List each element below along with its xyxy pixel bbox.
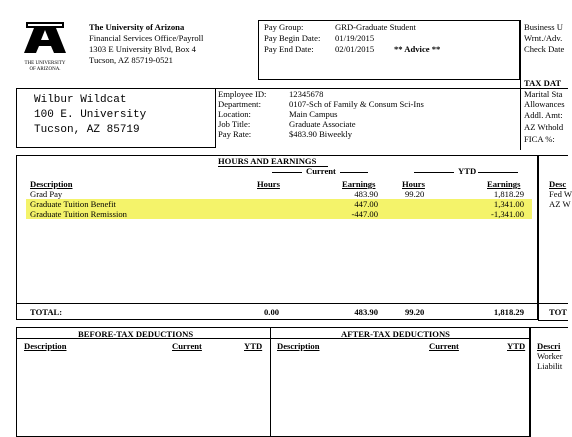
after-tax-description-header: Description [277,341,320,351]
earnings-row-desc: Graduate Tuition Remission [30,209,127,219]
total-ytd-hours: 99.20 [405,307,425,317]
earnings-row-desc: Graduate Tuition Benefit [30,199,116,209]
col-description-header: Description [30,179,73,189]
right-header-divider [520,20,521,80]
marital-status-label: Marital Sta [524,89,563,99]
taxes-total-label: TOT [549,307,567,317]
org-dept: Financial Services Office/Payroll [89,33,204,43]
earnings-row-ytd: -1,341.00 [491,209,524,219]
col-ytd-hours-header: Hours [402,179,425,189]
total-hours: 0.00 [264,307,280,317]
job-title-label: Job Title: [218,119,251,129]
pay-rate-label: Pay Rate: [218,129,252,139]
taxes-description-header: Desc [549,179,567,189]
col-hours-header: Hours [257,179,280,189]
fica-label: FICA %: [524,134,555,144]
pay-end-label: Pay End Date: [264,44,314,54]
pay-group-label: Pay Group: [264,22,304,32]
before-tax-current-header: Current [172,341,202,351]
pay-end-value: 02/01/2015 [335,44,375,54]
earnings-row-ytd: 1,818.29 [493,189,524,199]
earnings-row-current: 483.90 [354,189,378,199]
col-ytd-earnings-header: Earnings [487,179,521,189]
employee-address-1: 100 E. University [34,109,147,121]
total-label: TOTAL: [30,307,63,317]
location-value: Main Campus [289,109,338,119]
earnings-right-bottom-rule [538,320,568,321]
department-value: 0107-Sch of Family & Consum Sci-Ins [289,99,424,109]
taxes-row-arizona: AZ W [549,199,571,209]
employer-top-rule [530,327,568,328]
earnings-row-ytd: 1,341.00 [493,199,524,209]
employee-id-value: 12345678 [289,89,324,99]
before-tax-description-header: Description [24,341,67,351]
after-tax-title: AFTER-TAX DEDUCTIONS [341,329,450,339]
org-address-1: 1303 E University Blvd, Box 4 [89,44,196,54]
employer-divider [530,327,531,437]
allowances-label: Allowances [524,99,565,109]
employee-name: Wilbur Wildcat [34,94,127,106]
earnings-row-current: 447.00 [354,199,378,209]
pay-begin-label: Pay Begin Date: [264,33,321,43]
earnings-row-desc: Grad Pay [30,189,63,199]
department-label: Department: [218,99,261,109]
earnings-taxes-divider [538,155,539,320]
university-logo [22,20,68,70]
current-right-rule [340,172,368,173]
business-unit-label: Business U [524,22,563,32]
address-top-rule [16,88,520,89]
warrant-advice-label: Wrnt./Adv. [524,33,563,43]
after-tax-ytd-header: YTD [507,341,526,351]
check-date-label: Check Date [524,44,565,54]
earnings-right-top-rule [538,155,568,156]
logo-caption-2: OF ARIZONA. [29,67,61,72]
org-name: The University of Arizona [89,22,185,32]
ytd-right-rule [478,172,518,173]
advice-label: ** Advice ** [394,44,441,54]
col-earnings-header: Earnings [342,179,376,189]
ytd-left-rule [414,172,454,173]
additional-amount-label: Addl. Amt: [524,110,563,120]
location-label: Location: [218,109,251,119]
before-tax-title: BEFORE-TAX DEDUCTIONS [78,329,194,339]
pay-rate-value: $483.90 Biweekly [289,129,353,139]
job-title-value: Graduate Associate [289,119,356,129]
org-address-2: Tucson, AZ 85719-0521 [89,55,173,65]
before-tax-ytd-header: YTD [244,341,263,351]
block-a-logo-icon [22,20,68,56]
total-rule [16,303,568,304]
employee-id-label: Employee ID: [218,89,267,99]
logo-caption-1: THE UNIVERSITY [24,61,66,66]
after-tax-current-header: Current [429,341,459,351]
pay-group-value: GRD-Graduate Student [335,22,416,32]
current-left-rule [272,172,302,173]
employer-row-liability: Liabilit [537,361,563,371]
employer-row-workers: Worker [537,351,563,361]
pay-begin-value: 01/19/2015 [335,33,375,43]
employee-address-2: Tucson, AZ 85719 [34,124,140,136]
taxes-row-federal: Fed W [549,189,572,199]
current-label: Current [306,166,336,176]
earnings-row-ytd-hours: 99.20 [405,189,425,199]
total-ytd-earnings: 1,818.29 [493,307,524,317]
employer-description-header: Descri [537,341,561,351]
hours-earnings-title: HOURS AND EARNINGS [218,156,317,166]
total-earnings: 483.90 [354,307,378,317]
ytd-label: YTD [458,166,477,176]
earnings-row-current: -447.00 [351,209,378,219]
tax-data-title: TAX DAT [524,78,562,88]
az-withhold-label: AZ Wthold [524,122,564,132]
deductions-divider [270,327,271,437]
